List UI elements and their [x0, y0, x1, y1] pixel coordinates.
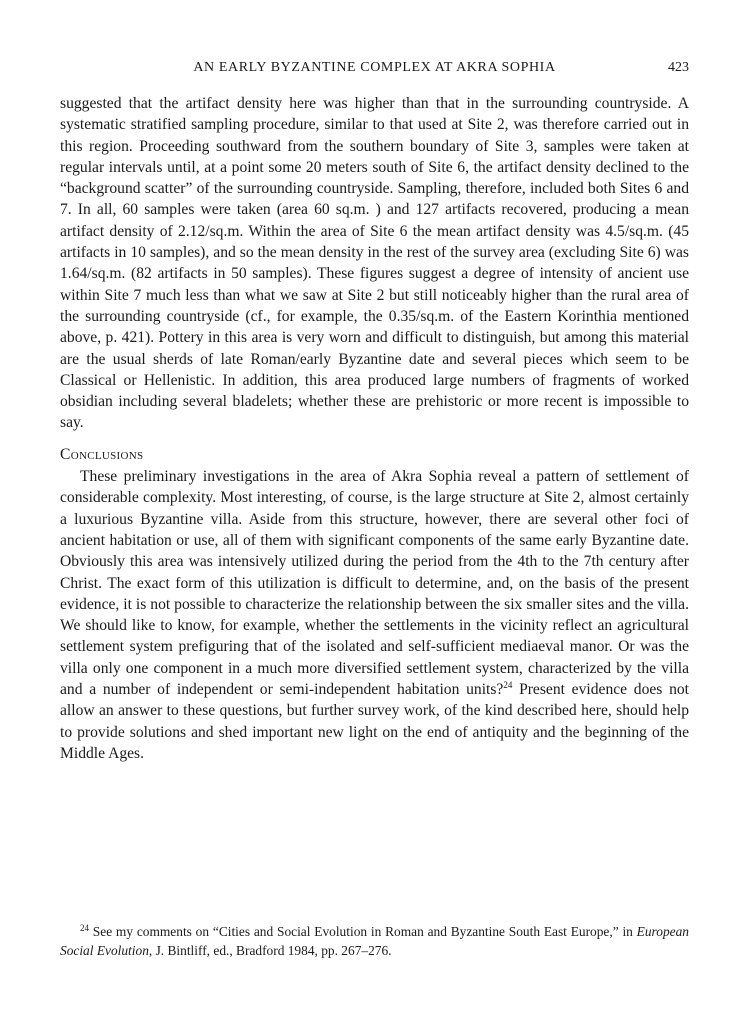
footnote-text-before: See my comments on “Cities and Social Evolution in Roman and Byzantine South East Europe,” in: [89, 924, 637, 939]
running-title: AN EARLY BYZANTINE COMPLEX AT AKRA SOPHIA: [193, 60, 556, 75]
section-heading-conclusions: Conclusions: [60, 445, 144, 463]
page-number: 423: [668, 60, 689, 75]
footnote-number: 24: [80, 922, 89, 933]
paragraph-continued: suggested that the artifact density here was higher than that in the surrounding countryside. A systematic stratified sampling procedure, similar to that used at Site 2, was therefore carried out in this region. Proceeding southward from the southern boundary of Site 3, samples were taken at regular intervals until, at a point some 20 meters south of Site 6, the artifact density declined to the “background scatter” of the surrounding countryside. Sampling, therefore, included both Sites 6 and 7. In all, 60 samples were taken (area 60 sq.m. ) and 127 artifacts recovered, producing a mean artifact density of 2.12/sq.m. Within the area of Site 6 the mean artifact density was 4.5/sq.m. (45 artifacts in 10 samples), and so the mean density in the rest of the survey area (excluding Site 6) was 1.64/sq.m. (82 artifacts in 50 samples). These figures suggest a degree of intensity of ancient use within Site 7 much less than what we saw at Site 2 but still noticeably higher than the rural area of the surrounding countryside (cf., for example, the 0.35/sq.m. of the Eastern Korinthia mentioned above, p. 421). Pottery in this area is very worn and difficult to distinguish, but among this material are the usual sherds of late Roman/early Byzantine date and several pieces which seem to be Classical or Hellenistic. In addition, this area produced large numbers of fragments of worked obsidian including several bladelets; whether these are prehistoric or more recent is impossible to say.: [60, 95, 689, 432]
paragraph-conclusions-main: These preliminary investigations in the area of Akra Sophia reveal a pattern of settlement of considerable complexity. Most interesting, of course, is the large structure at Site 2, almost certainly a luxurious Byzantine villa. Aside from this structure, however, there are several other foci of ancient habitation or use, all of them with significant components of the same early Byzantine date. Obviously this area was intensively utilized during the period from the 4th to the 7th century after Christ. The exact form of this utilization is difficult to determine, and, on the basis of the present evidence, it is not possible to characterize the relationship between the six smaller sites and the villa. We should like to know, for example, whether the settlements in the vicinity reflect an agricultural settlement system prefiguring that of the isolated and self-sufficient mediaeval manor. Or was the villa only one component in a much more diversified settlement system, characterized by the villa and a number of independent or semi-independent habitation units?: [60, 468, 689, 699]
footnote-reference: 24: [503, 679, 513, 690]
footnote: [60, 922, 689, 960]
body-text: [60, 93, 689, 764]
footnote-book-title: European Social Evolution: [60, 924, 689, 958]
paragraph-conclusions-tail: Present evidence does not allow an answer to these questions, but further survey work, of the kind described here, should help to provide solutions and shed important new light on the end of antiquity and the beginning of the Middle Ages.: [60, 681, 689, 762]
running-head: [60, 60, 689, 80]
footnote-text-after: , J. Bintliff, ed., Bradford 1984, pp. 267–276.: [148, 943, 392, 958]
paragraph-conclusions: [60, 466, 689, 764]
